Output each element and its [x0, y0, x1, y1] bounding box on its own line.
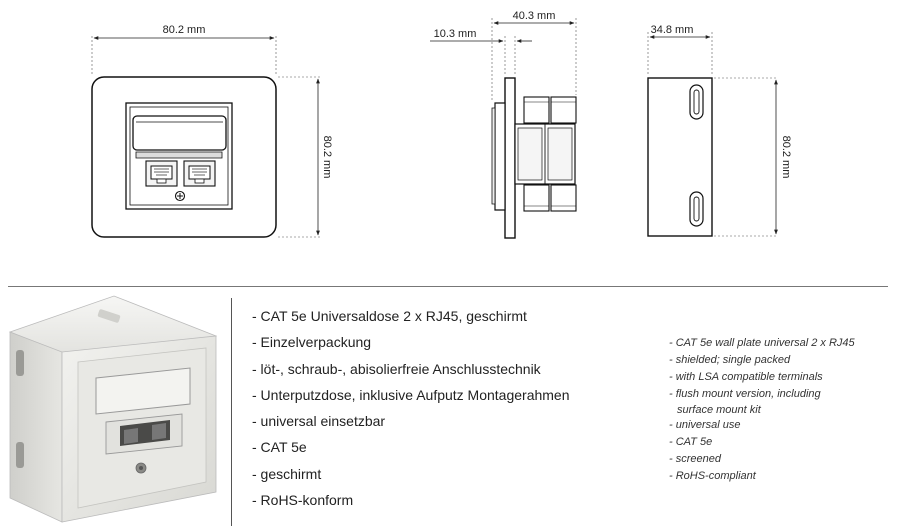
side-view	[430, 10, 576, 238]
rj45-port-right	[184, 161, 215, 186]
feature-de-item: - geschirmt	[252, 465, 322, 482]
feature-en-line: surface mount kit	[677, 403, 761, 416]
rj45-port-left	[146, 161, 177, 186]
feature-de-item: - löt-, schraub-, abisolierfreie Anschlusstechnik	[252, 360, 541, 377]
rear-width-label: 34.8 mm	[650, 24, 694, 36]
side-faceplate	[505, 78, 515, 238]
front-width-label: 80.2 mm	[162, 24, 206, 36]
mount-slot-top	[690, 85, 703, 119]
feature-en-item: - RoHS-compliant	[669, 470, 756, 482]
feature-en-item	[669, 387, 855, 418]
feature-en-item: - shielded; single packed	[669, 354, 791, 366]
front-view	[92, 24, 333, 237]
feature-en-item: - CAT 5e	[669, 436, 713, 448]
feature-de-item: - CAT 5e Universaldose 2 x RJ45, geschirmt	[252, 308, 527, 324]
side-offset-label: 10.3 mm	[433, 28, 477, 40]
feature-en-item: - universal use	[669, 419, 741, 431]
feature-de-item: - universal einsetzbar	[252, 413, 386, 430]
front-height-label: 80.2 mm	[321, 135, 333, 179]
feature-de-item: - Unterputzdose, inklusive Aufputz Montagerahmen	[252, 386, 570, 403]
side-depth-label: 40.3 mm	[512, 10, 556, 22]
rear-view	[648, 24, 792, 236]
side-cover	[495, 103, 505, 210]
feature-en-item: - with LSA compatible terminals	[669, 371, 823, 383]
feature-de-item: - RoHS-konform	[252, 492, 354, 509]
feature-en-line: - flush mount version, including	[669, 388, 821, 400]
product-photo	[2, 292, 224, 526]
feature-de-item: - CAT 5e	[252, 439, 307, 456]
screw-icon	[176, 192, 185, 201]
mount-slot-bottom	[690, 192, 703, 226]
section-divider-horizontal	[8, 286, 888, 287]
features-german	[252, 307, 570, 517]
section-divider-vertical	[231, 298, 232, 526]
feature-en-item: - screened	[669, 453, 721, 465]
feature-de-item: - Einzelverpackung	[252, 334, 372, 351]
rear-height-label: 80.2 mm	[780, 135, 792, 179]
label-window	[133, 116, 226, 150]
features-english	[669, 336, 855, 486]
feature-en-item: - CAT 5e wall plate universal 2 x RJ45	[669, 337, 855, 349]
shutter	[136, 152, 222, 158]
